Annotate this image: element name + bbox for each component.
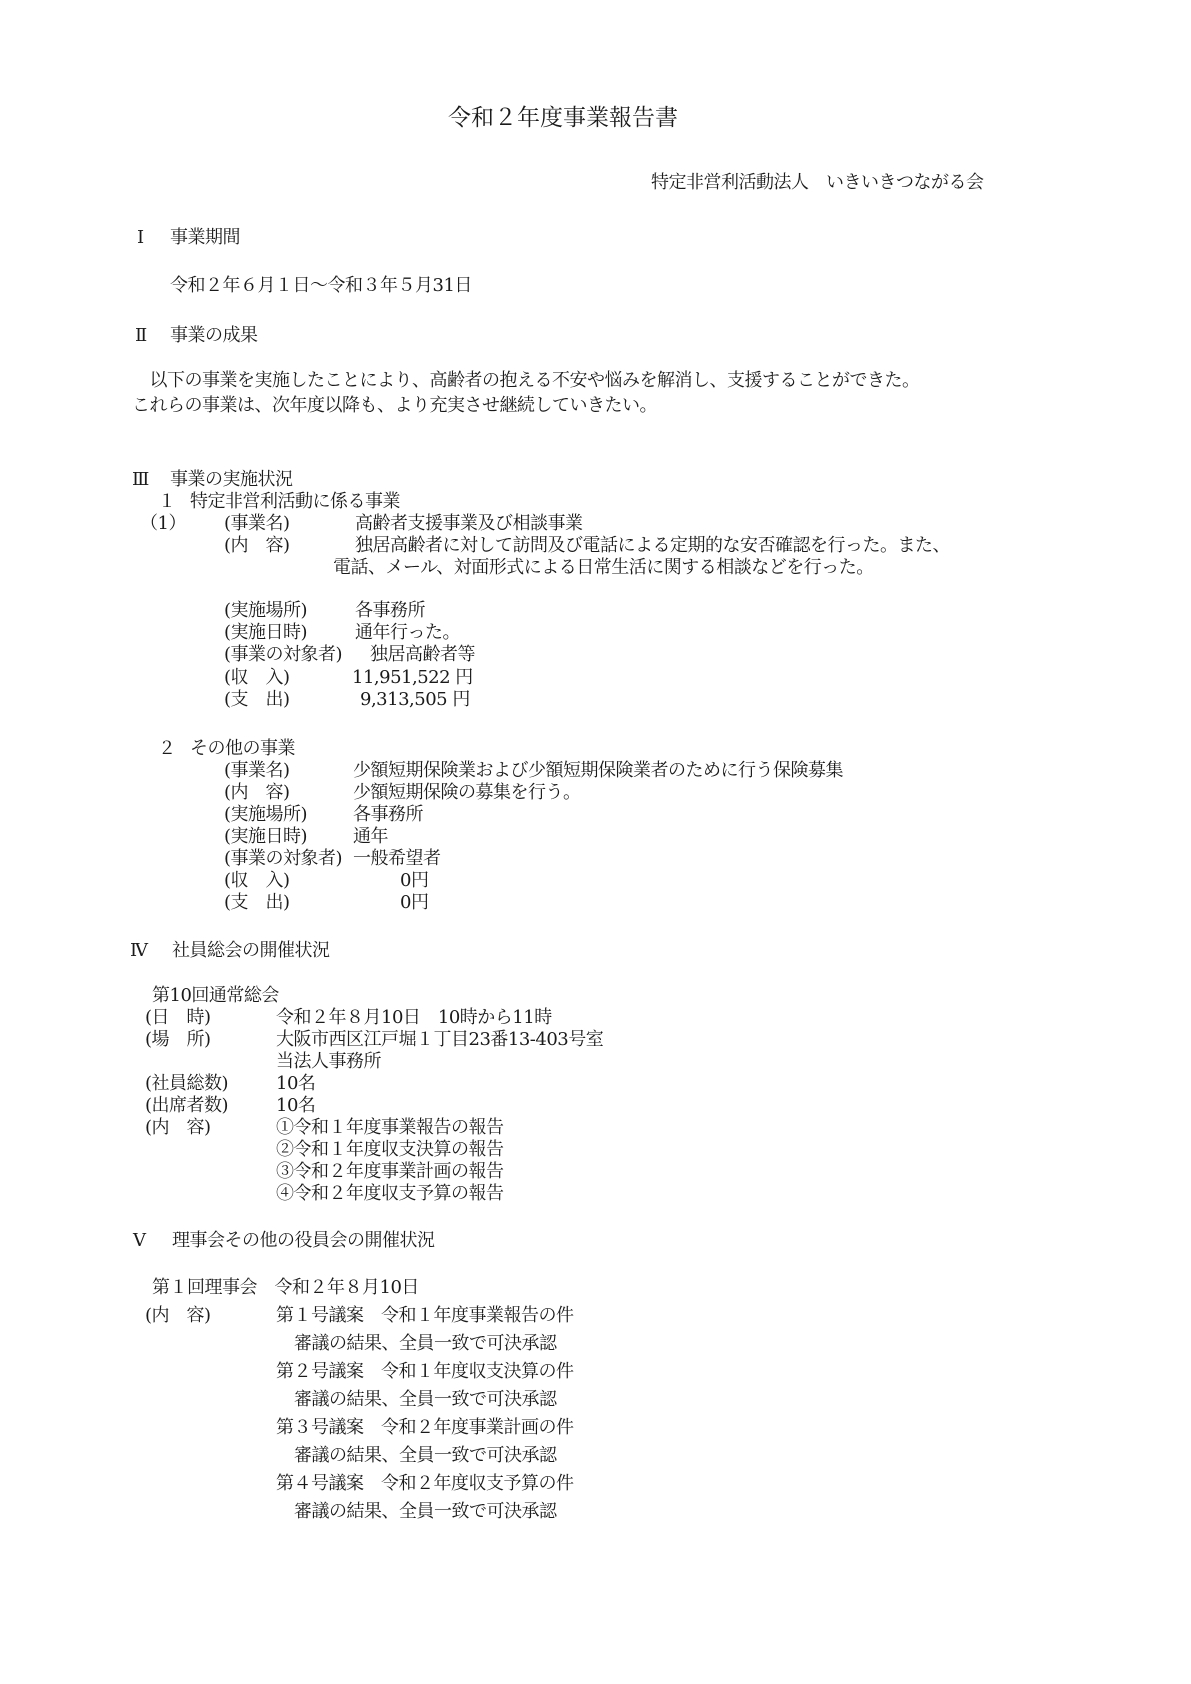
section4-numeral: Ⅳ xyxy=(130,940,148,961)
business1-item-number: （1） xyxy=(140,513,186,534)
section2-heading: 事業の成果 xyxy=(170,325,258,346)
field-label: (実施場所) xyxy=(224,804,308,825)
business2-number: ２ xyxy=(158,738,176,759)
field-value: 一般希望者 xyxy=(353,848,441,869)
meeting-venue: 当法人事務所 xyxy=(276,1051,381,1072)
section4-heading: 社員総会の開催状況 xyxy=(172,940,330,961)
report-item: ①令和１年度事業報告の報告 xyxy=(276,1117,504,1138)
results-paragraph-line1: 以下の事業を実施したことにより、高齢者の抱える不安や悩みを解消し、支援することができた。 xyxy=(132,370,920,391)
section5-numeral: Ⅴ xyxy=(133,1230,146,1251)
field-label: (事業名) xyxy=(224,760,290,781)
board-meeting: 第１回理事会 令和２年８月10日 xyxy=(152,1277,419,1298)
agenda-result: 審議の結果、全員一致で可決承認 xyxy=(294,1389,557,1410)
section1-numeral: Ⅰ xyxy=(137,227,144,248)
field-value: 通年行った。 xyxy=(355,622,460,643)
field-value: 少額短期保険の募集を行う。 xyxy=(353,782,581,803)
document-title: 令和２年度事業報告書 xyxy=(448,105,678,131)
field-label: (内 容) xyxy=(145,1117,211,1138)
total-members: 10名 xyxy=(276,1073,316,1094)
results-paragraph-line2: これらの事業は、次年度以降も、より充実させ継続していきたい。 xyxy=(132,395,657,416)
report-item: ④令和２年度収支予算の報告 xyxy=(276,1183,504,1204)
business2-heading: その他の事業 xyxy=(190,738,295,759)
income-label: (収 入) xyxy=(224,667,290,688)
general-meeting-name: 第10回通常総会 xyxy=(152,985,279,1006)
field-label: (内 容) xyxy=(224,535,290,556)
income-label: (収 入) xyxy=(224,870,290,891)
expense-label: (支 出) xyxy=(224,689,290,710)
field-label: (実施場所) xyxy=(224,600,308,621)
field-value-continued: 電話、メール、対面形式による日常生活に関する相談などを行った。 xyxy=(333,557,874,578)
income-value: 0円 xyxy=(400,870,429,891)
field-value: 通年 xyxy=(353,826,388,847)
agenda-result: 審議の結果、全員一致で可決承認 xyxy=(294,1501,557,1522)
field-label: (事業の対象者) xyxy=(224,644,343,665)
agenda-title: 第４号議案 令和２年度収支予算の件 xyxy=(276,1473,574,1494)
field-label: (事業名) xyxy=(224,513,290,534)
section3-heading: 事業の実施状況 xyxy=(170,469,293,490)
field-value: 高齢者支援事業及び相談事業 xyxy=(355,513,583,534)
field-value: 独居高齢者等 xyxy=(370,644,475,665)
field-value: 少額短期保険業および少額短期保険業者のために行う保険募集 xyxy=(353,760,843,781)
business1-number: １ xyxy=(158,491,176,512)
section2-numeral: Ⅱ xyxy=(135,325,147,346)
section5-heading: 理事会その他の役員会の開催状況 xyxy=(172,1230,435,1251)
agenda-result: 審議の結果、全員一致で可決承認 xyxy=(294,1445,557,1466)
report-item: ③令和２年度事業計画の報告 xyxy=(276,1161,504,1182)
field-value: 独居高齢者に対して訪問及び電話による定期的な安否確認を行った。また、 xyxy=(355,535,950,556)
income-value: 11,951,522 円 xyxy=(352,667,473,688)
field-label: (日 時) xyxy=(145,1007,211,1028)
expense-value: 0円 xyxy=(400,892,429,913)
attendees: 10名 xyxy=(276,1095,316,1116)
field-label: (出席者数) xyxy=(145,1095,229,1116)
field-value: 各事務所 xyxy=(355,600,425,621)
agenda-title: 第２号議案 令和１年度収支決算の件 xyxy=(276,1361,574,1382)
field-value: 各事務所 xyxy=(353,804,423,825)
agenda-title: 第３号議案 令和２年度事業計画の件 xyxy=(276,1417,574,1438)
meeting-datetime: 令和２年８月10日 10時から11時 xyxy=(276,1007,552,1028)
business-period: 令和２年６月１日～令和３年５月31日 xyxy=(170,275,472,296)
expense-value: 9,313,505 円 xyxy=(360,689,470,710)
agenda-result: 審議の結果、全員一致で可決承認 xyxy=(294,1333,557,1354)
section3-numeral: Ⅲ xyxy=(132,469,149,490)
field-label: (実施日時) xyxy=(224,826,308,847)
field-label: (実施日時) xyxy=(224,622,308,643)
expense-label: (支 出) xyxy=(224,892,290,913)
section1-heading: 事業期間 xyxy=(170,227,240,248)
organization-name: 特定非営利活動法人 いきいきつながる会 xyxy=(651,172,984,193)
field-label: (内 容) xyxy=(224,782,290,803)
agenda-title: 第１号議案 令和１年度事業報告の件 xyxy=(276,1305,574,1326)
report-item: ②令和１年度収支決算の報告 xyxy=(276,1139,504,1160)
meeting-address: 大阪市西区江戸堀１丁目23番13-403号室 xyxy=(276,1029,604,1050)
field-label: (事業の対象者) xyxy=(224,848,343,869)
field-label: (場 所) xyxy=(145,1029,211,1050)
business1-heading: 特定非営利活動に係る事業 xyxy=(190,491,400,512)
field-label: (内 容) xyxy=(145,1305,211,1326)
field-label: (社員総数) xyxy=(145,1073,229,1094)
